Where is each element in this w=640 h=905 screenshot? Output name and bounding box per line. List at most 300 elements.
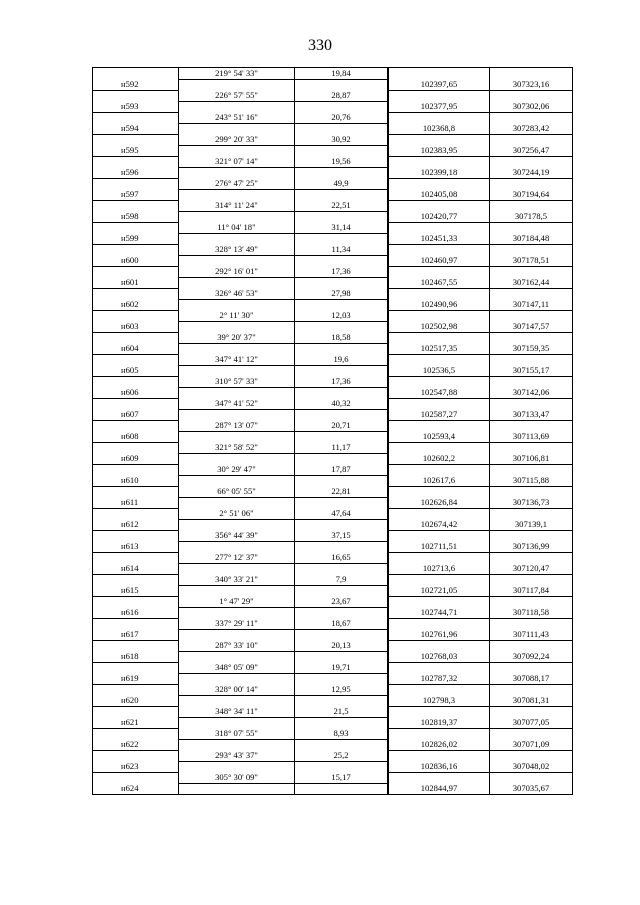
distance-cell [295, 343, 389, 354]
y-coordinate-cell [490, 354, 573, 365]
y-coordinate-cell [490, 486, 573, 497]
point-name-cell [93, 574, 179, 585]
segment-row [93, 662, 573, 673]
point-name-cell: н605 [93, 365, 179, 376]
page-number: 330 [308, 37, 332, 54]
segment-row [93, 156, 573, 167]
segment-row [93, 508, 573, 519]
x-coordinate-cell: 102467,55 [388, 277, 490, 288]
point-name-cell: н606 [93, 387, 179, 398]
y-coordinate-cell [490, 508, 573, 519]
direction-angle-cell [179, 607, 295, 618]
segment-row [93, 266, 573, 277]
direction-angle-cell [179, 783, 295, 795]
point-name-cell: н593 [93, 101, 179, 112]
distance-cell: 20,76 [295, 112, 389, 123]
point-name-cell: н604 [93, 343, 179, 354]
y-coordinate-cell [490, 618, 573, 629]
point-name-cell: н617 [93, 629, 179, 640]
y-coordinate-cell: 307035,67 [490, 783, 573, 795]
distance-cell [295, 585, 389, 596]
segment-row [93, 354, 573, 365]
x-coordinate-cell: 102721,05 [388, 585, 490, 596]
coordinates-table [92, 67, 573, 795]
point-row [93, 497, 573, 508]
direction-angle-cell [179, 255, 295, 266]
x-coordinate-cell: 102490,96 [388, 299, 490, 310]
distance-cell [295, 717, 389, 728]
direction-angle-cell [179, 739, 295, 750]
direction-angle-cell [179, 387, 295, 398]
x-coordinate-cell [388, 266, 490, 277]
distance-cell [295, 607, 389, 618]
point-name-cell [93, 244, 179, 255]
x-coordinate-cell [388, 530, 490, 541]
y-coordinate-cell: 307081,31 [490, 695, 573, 706]
x-coordinate-cell [388, 728, 490, 739]
segment-row [93, 574, 573, 585]
y-coordinate-cell [490, 134, 573, 145]
x-coordinate-cell [388, 398, 490, 409]
y-coordinate-cell: 307118,58 [490, 607, 573, 618]
point-name-cell [93, 310, 179, 321]
segment-row [93, 376, 573, 387]
x-coordinate-cell: 102819,37 [388, 717, 490, 728]
point-name-cell [93, 618, 179, 629]
distance-cell: 16,65 [295, 552, 389, 563]
distance-cell: 49,9 [295, 178, 389, 189]
point-name-cell [93, 442, 179, 453]
distance-cell [295, 739, 389, 750]
point-name-cell: н610 [93, 475, 179, 486]
point-name-cell: н619 [93, 673, 179, 684]
x-coordinate-cell [388, 222, 490, 233]
direction-angle-cell [179, 189, 295, 200]
point-name-cell [93, 552, 179, 563]
direction-angle-cell [179, 145, 295, 156]
point-name-cell [93, 508, 179, 519]
distance-cell [295, 79, 389, 90]
y-coordinate-cell: 307136,99 [490, 541, 573, 552]
direction-angle-cell: 292° 16' 01" [179, 266, 295, 277]
distance-cell: 30,92 [295, 134, 389, 145]
point-name-cell: н594 [93, 123, 179, 134]
direction-angle-cell: 318° 07' 55" [179, 728, 295, 739]
y-coordinate-cell [490, 398, 573, 409]
direction-angle-cell: 314° 11' 24" [179, 200, 295, 211]
distance-cell [295, 783, 389, 795]
distance-cell: 20,71 [295, 420, 389, 431]
y-coordinate-cell: 307178,5 [490, 211, 573, 222]
segment-row [93, 134, 573, 145]
point-row [93, 321, 573, 332]
distance-cell: 15,17 [295, 772, 389, 783]
distance-cell: 21,5 [295, 706, 389, 717]
y-coordinate-cell: 307147,11 [490, 299, 573, 310]
point-row [93, 211, 573, 222]
point-name-cell [93, 464, 179, 475]
segment-row [93, 552, 573, 563]
y-coordinate-cell: 307092,24 [490, 651, 573, 662]
y-coordinate-cell: 307117,84 [490, 585, 573, 596]
y-coordinate-cell [490, 464, 573, 475]
direction-angle-cell: 348° 34' 11" [179, 706, 295, 717]
x-coordinate-cell: 102547,88 [388, 387, 490, 398]
distance-cell [295, 123, 389, 134]
point-name-cell: н601 [93, 277, 179, 288]
distance-cell [295, 453, 389, 464]
direction-angle-cell [179, 167, 295, 178]
point-name-cell [93, 200, 179, 211]
x-coordinate-cell: 102836,16 [388, 761, 490, 772]
segment-row [93, 244, 573, 255]
x-coordinate-cell [388, 706, 490, 717]
distance-cell: 31,14 [295, 222, 389, 233]
direction-angle-cell [179, 585, 295, 596]
y-coordinate-cell: 307136,73 [490, 497, 573, 508]
y-coordinate-cell: 307106,81 [490, 453, 573, 464]
direction-angle-cell [179, 211, 295, 222]
distance-cell: 18,58 [295, 332, 389, 343]
point-name-cell: н613 [93, 541, 179, 552]
y-coordinate-cell [490, 112, 573, 123]
x-coordinate-cell: 102787,32 [388, 673, 490, 684]
point-name-cell: н612 [93, 519, 179, 530]
y-coordinate-cell [490, 288, 573, 299]
direction-angle-cell: 277° 12' 37" [179, 552, 295, 563]
distance-cell: 18,67 [295, 618, 389, 629]
point-row [93, 761, 573, 772]
point-row [93, 519, 573, 530]
direction-angle-cell [179, 497, 295, 508]
x-coordinate-cell [388, 178, 490, 189]
y-coordinate-cell: 307111,43 [490, 629, 573, 640]
distance-cell: 28,87 [295, 90, 389, 101]
y-coordinate-cell [490, 596, 573, 607]
x-coordinate-cell [388, 90, 490, 101]
coordinates-table-body [93, 68, 573, 795]
point-row [93, 299, 573, 310]
direction-angle-cell [179, 695, 295, 706]
y-coordinate-cell [490, 772, 573, 783]
direction-angle-cell: 293° 43' 37" [179, 750, 295, 761]
direction-angle-cell [179, 299, 295, 310]
y-coordinate-cell: 307115,88 [490, 475, 573, 486]
distance-cell [295, 541, 389, 552]
y-coordinate-cell: 307178,51 [490, 255, 573, 266]
distance-cell [295, 145, 389, 156]
direction-angle-cell: 348° 05' 09" [179, 662, 295, 673]
point-name-cell: н607 [93, 409, 179, 420]
point-row [93, 453, 573, 464]
distance-cell: 19,6 [295, 354, 389, 365]
direction-angle-cell [179, 563, 295, 574]
distance-cell: 12,03 [295, 310, 389, 321]
x-coordinate-cell [388, 486, 490, 497]
x-coordinate-cell: 102844,97 [388, 783, 490, 795]
x-coordinate-cell: 102626,84 [388, 497, 490, 508]
point-row [93, 563, 573, 574]
x-coordinate-cell: 102587,27 [388, 409, 490, 420]
x-coordinate-cell: 102405,08 [388, 189, 490, 200]
x-coordinate-cell: 102536,5 [388, 365, 490, 376]
y-coordinate-cell: 307194,64 [490, 189, 573, 200]
x-coordinate-cell [388, 464, 490, 475]
segment-row [93, 398, 573, 409]
y-coordinate-cell [490, 200, 573, 211]
direction-angle-cell [179, 541, 295, 552]
y-coordinate-cell: 307088,17 [490, 673, 573, 684]
y-coordinate-cell: 307077,05 [490, 717, 573, 728]
y-coordinate-cell [490, 750, 573, 761]
direction-angle-cell: 347° 41' 12" [179, 354, 295, 365]
point-name-cell: н620 [93, 695, 179, 706]
x-coordinate-cell: 102593,4 [388, 431, 490, 442]
point-name-cell [93, 486, 179, 497]
distance-cell [295, 387, 389, 398]
y-coordinate-cell: 307139,1 [490, 519, 573, 530]
y-coordinate-cell: 307244,19 [490, 167, 573, 178]
direction-angle-cell: 337° 29' 11" [179, 618, 295, 629]
point-name-cell [93, 354, 179, 365]
distance-cell: 47,64 [295, 508, 389, 519]
point-row [93, 651, 573, 662]
point-row [93, 431, 573, 442]
point-name-cell [93, 530, 179, 541]
segment-row [93, 288, 573, 299]
direction-angle-cell: 310° 57' 33" [179, 376, 295, 387]
distance-cell [295, 255, 389, 266]
distance-cell: 23,67 [295, 596, 389, 607]
y-coordinate-cell [490, 420, 573, 431]
point-row [93, 79, 573, 90]
point-name-cell [93, 728, 179, 739]
x-coordinate-cell: 102517,35 [388, 343, 490, 354]
y-coordinate-cell [490, 244, 573, 255]
x-coordinate-cell [388, 112, 490, 123]
point-name-cell [93, 684, 179, 695]
point-row [93, 585, 573, 596]
point-name-cell: н597 [93, 189, 179, 200]
y-coordinate-cell [490, 156, 573, 167]
direction-angle-cell [179, 365, 295, 376]
direction-angle-cell: 287° 13' 07" [179, 420, 295, 431]
segment-row [93, 464, 573, 475]
direction-angle-cell [179, 629, 295, 640]
distance-cell [295, 299, 389, 310]
segment-row [93, 332, 573, 343]
y-coordinate-cell: 307120,47 [490, 563, 573, 574]
direction-angle-cell: 347° 41' 52" [179, 398, 295, 409]
point-name-cell: н616 [93, 607, 179, 618]
x-coordinate-cell [388, 750, 490, 761]
segment-row [93, 68, 573, 80]
y-coordinate-cell [490, 68, 573, 80]
distance-cell [295, 431, 389, 442]
distance-cell: 11,17 [295, 442, 389, 453]
distance-cell [295, 409, 389, 420]
point-name-cell [93, 662, 179, 673]
point-name-cell [93, 772, 179, 783]
point-row [93, 695, 573, 706]
x-coordinate-cell [388, 684, 490, 695]
point-name-cell: н614 [93, 563, 179, 574]
direction-angle-cell [179, 519, 295, 530]
point-name-cell [93, 376, 179, 387]
direction-angle-cell [179, 123, 295, 134]
distance-cell: 19,56 [295, 156, 389, 167]
direction-angle-cell: 226° 57' 55" [179, 90, 295, 101]
distance-cell [295, 233, 389, 244]
direction-angle-cell [179, 651, 295, 662]
y-coordinate-cell: 307147,57 [490, 321, 573, 332]
distance-cell: 25,2 [295, 750, 389, 761]
y-coordinate-cell [490, 552, 573, 563]
direction-angle-cell [179, 409, 295, 420]
point-name-cell [93, 266, 179, 277]
distance-cell [295, 519, 389, 530]
point-name-cell [93, 398, 179, 409]
point-name-cell [93, 750, 179, 761]
point-name-cell [93, 222, 179, 233]
point-row [93, 673, 573, 684]
distance-cell [295, 101, 389, 112]
point-name-cell: н602 [93, 299, 179, 310]
y-coordinate-cell [490, 706, 573, 717]
point-name-cell: н624 [93, 783, 179, 795]
point-name-cell [93, 706, 179, 717]
point-name-cell: н603 [93, 321, 179, 332]
point-row [93, 167, 573, 178]
y-coordinate-cell [490, 574, 573, 585]
x-coordinate-cell [388, 332, 490, 343]
segment-row [93, 618, 573, 629]
segment-row [93, 442, 573, 453]
x-coordinate-cell [388, 574, 490, 585]
y-coordinate-cell: 307283,42 [490, 123, 573, 134]
distance-cell: 22,81 [295, 486, 389, 497]
point-name-cell [93, 332, 179, 343]
distance-cell [295, 321, 389, 332]
distance-cell: 12,95 [295, 684, 389, 695]
x-coordinate-cell: 102460,97 [388, 255, 490, 266]
x-coordinate-cell [388, 662, 490, 673]
segment-row [93, 772, 573, 783]
direction-angle-cell: 340° 33' 21" [179, 574, 295, 585]
distance-cell [295, 563, 389, 574]
x-coordinate-cell: 102761,96 [388, 629, 490, 640]
point-name-cell: н608 [93, 431, 179, 442]
x-coordinate-cell [388, 508, 490, 519]
point-name-cell: н596 [93, 167, 179, 178]
distance-cell [295, 629, 389, 640]
x-coordinate-cell [388, 244, 490, 255]
y-coordinate-cell [490, 332, 573, 343]
x-coordinate-cell [388, 552, 490, 563]
point-name-cell: н600 [93, 255, 179, 266]
y-coordinate-cell [490, 266, 573, 277]
x-coordinate-cell: 102617,6 [388, 475, 490, 486]
distance-cell: 40,32 [295, 398, 389, 409]
point-row [93, 101, 573, 112]
distance-cell: 19,71 [295, 662, 389, 673]
distance-cell [295, 167, 389, 178]
x-coordinate-cell [388, 288, 490, 299]
x-coordinate-cell [388, 68, 490, 80]
y-coordinate-cell [490, 640, 573, 651]
distance-cell [295, 497, 389, 508]
x-coordinate-cell: 102713,6 [388, 563, 490, 574]
point-row [93, 387, 573, 398]
direction-angle-cell: 219° 54' 33" [179, 68, 295, 80]
point-row [93, 739, 573, 750]
segment-row [93, 310, 573, 321]
point-row [93, 343, 573, 354]
distance-cell [295, 211, 389, 222]
x-coordinate-cell [388, 596, 490, 607]
x-coordinate-cell: 102383,95 [388, 145, 490, 156]
point-row [93, 607, 573, 618]
direction-angle-cell: 328° 00' 14" [179, 684, 295, 695]
distance-cell [295, 475, 389, 486]
point-name-cell: н622 [93, 739, 179, 750]
point-row [93, 541, 573, 552]
point-row [93, 783, 573, 795]
y-coordinate-cell: 307071,09 [490, 739, 573, 750]
direction-angle-cell: 305° 30' 09" [179, 772, 295, 783]
direction-angle-cell: 356° 44' 39" [179, 530, 295, 541]
x-coordinate-cell: 102502,98 [388, 321, 490, 332]
segment-row [93, 200, 573, 211]
point-row [93, 277, 573, 288]
direction-angle-cell: 299° 20' 33" [179, 134, 295, 145]
x-coordinate-cell [388, 420, 490, 431]
direction-angle-cell: 321° 07' 14" [179, 156, 295, 167]
segment-row [93, 90, 573, 101]
y-coordinate-cell: 307142,06 [490, 387, 573, 398]
point-row [93, 255, 573, 266]
point-name-cell [93, 156, 179, 167]
direction-angle-cell [179, 761, 295, 772]
distance-cell [295, 365, 389, 376]
direction-angle-cell: 2° 11' 30" [179, 310, 295, 321]
segment-row [93, 486, 573, 497]
y-coordinate-cell: 307256,47 [490, 145, 573, 156]
direction-angle-cell: 30° 29' 47" [179, 464, 295, 475]
x-coordinate-cell: 102798,3 [388, 695, 490, 706]
point-name-cell [93, 68, 179, 80]
distance-cell: 8,93 [295, 728, 389, 739]
y-coordinate-cell [490, 684, 573, 695]
x-coordinate-cell [388, 310, 490, 321]
point-name-cell: н598 [93, 211, 179, 222]
segment-row [93, 420, 573, 431]
y-coordinate-cell: 307323,16 [490, 79, 573, 90]
point-name-cell: н611 [93, 497, 179, 508]
point-row [93, 475, 573, 486]
point-row [93, 189, 573, 200]
direction-angle-cell [179, 321, 295, 332]
x-coordinate-cell: 102451,33 [388, 233, 490, 244]
point-name-cell [93, 288, 179, 299]
point-row [93, 717, 573, 728]
point-row [93, 145, 573, 156]
x-coordinate-cell [388, 156, 490, 167]
x-coordinate-cell: 102602,2 [388, 453, 490, 464]
direction-angle-cell [179, 79, 295, 90]
point-name-cell [93, 134, 179, 145]
point-row [93, 233, 573, 244]
